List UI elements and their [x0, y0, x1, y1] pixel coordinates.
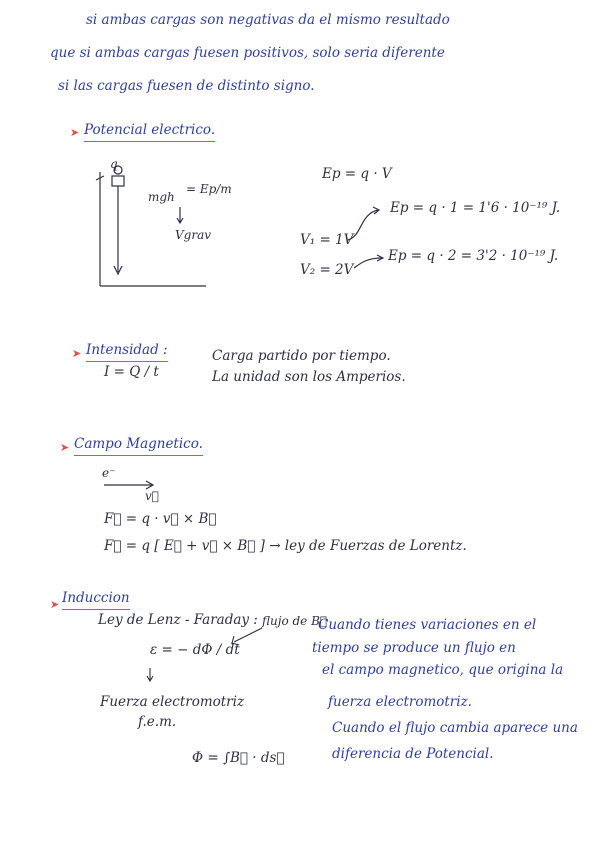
ley-lenz-faraday: Ley de Lenz - Faraday :	[98, 612, 258, 628]
arrow-bullet-icon: ➤	[60, 441, 70, 454]
induccion-desc-1: Cuando tienes variaciones en el	[318, 617, 537, 633]
electron-label: e⁻	[102, 466, 116, 480]
intro-line-1: si ambas cargas son negativas da el mismo resultado	[86, 12, 450, 28]
heading-campo: Campo Magnetico.	[74, 436, 203, 452]
induccion-desc-2: tiempo se produce un flujo en	[312, 640, 516, 656]
ep-over-m: = Ep/m	[186, 182, 232, 196]
lorentz-formula: F⃗ = q [ E⃗ + v⃗ × B⃗ ] → ley de Fuerzas de Lorentz.	[104, 538, 467, 554]
ep2-formula: Ep = q · 2 = 3'2 · 10⁻¹⁹ J.	[388, 248, 559, 264]
intensidad-formula: I = Q / t	[104, 364, 159, 380]
heading-induccion: Induccion	[62, 590, 130, 606]
ep1-formula: Ep = q · 1 = 1'6 · 10⁻¹⁹ J.	[390, 200, 561, 216]
arrow-bullet-icon: ➤	[72, 347, 82, 360]
intensidad-desc-1: Carga partido por tiempo.	[212, 348, 391, 364]
intro-line-3: si las cargas fuesen de distinto signo.	[58, 78, 315, 94]
mgh-label: mgh	[148, 190, 175, 204]
arrow-bullet-icon: ➤	[50, 598, 60, 611]
heading-potencial: Potencial electrico.	[84, 122, 216, 138]
heading-intensidad: Intensidad :	[86, 342, 168, 358]
v1-label: V₁ = 1V	[300, 232, 354, 248]
vgrav-label: Vgrav	[175, 228, 212, 242]
induccion-desc-6: diferencia de Potencial.	[332, 746, 494, 762]
ep-formula: Ep = q · V	[322, 166, 392, 182]
induccion-desc-4: fuerza electromotriz.	[328, 694, 472, 710]
induccion-desc-3: el campo magnetico, que origina la	[322, 662, 564, 678]
emf-formula: ε = − dΦ / dt	[150, 642, 240, 658]
intensidad-desc-2: La unidad son los Amperios.	[212, 369, 406, 385]
velocity-label: v⃗	[145, 489, 159, 503]
fem-label: Fuerza electromotriz	[100, 694, 245, 710]
intro-line-2: que si ambas cargas fuesen positivos, solo seria diferente	[50, 45, 445, 61]
fem-abbr: f.e.m.	[138, 714, 177, 730]
lorentz-magnetic-formula: F⃗ = q · v⃗ × B⃗	[104, 511, 217, 527]
flux-formula: Φ = ∫B⃗ · ds⃗	[192, 750, 285, 766]
charge-label: q	[110, 157, 118, 171]
arrow-bullet-icon: ➤	[70, 126, 80, 139]
induccion-desc-5: Cuando el flujo cambia aparece una	[332, 720, 578, 736]
v2-label: V₂ = 2V	[300, 262, 354, 278]
flujo-de-b: flujo de B⃗	[262, 614, 328, 628]
